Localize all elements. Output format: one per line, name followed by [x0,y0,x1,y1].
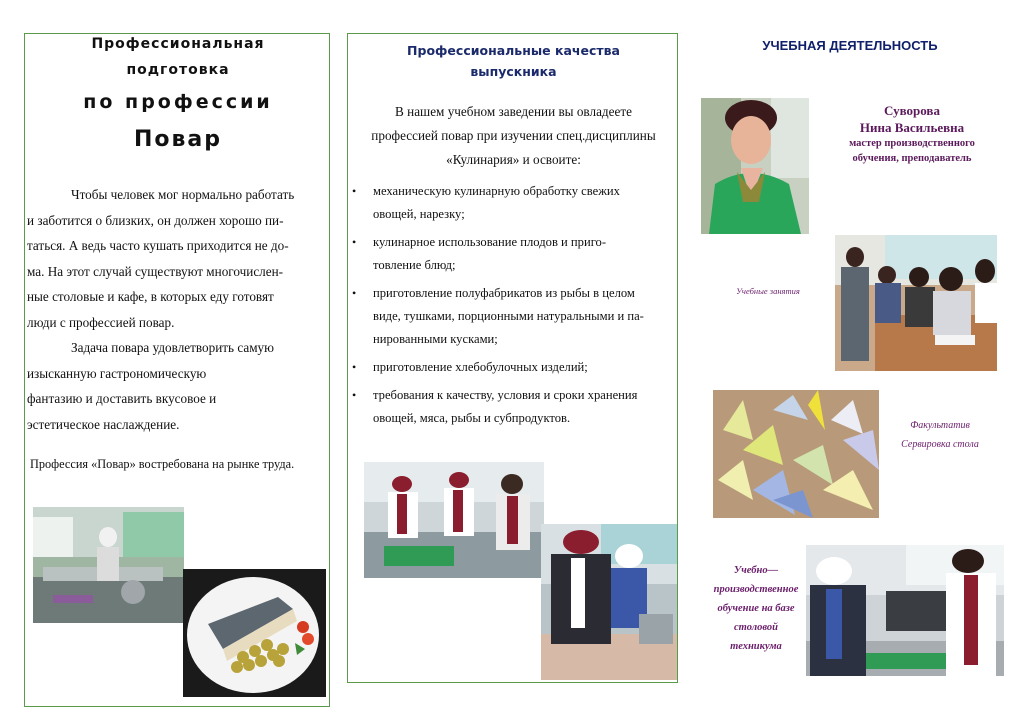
list-item [352,180,674,226]
task-line: изысканную гастрономическую [27,365,207,381]
intro-line: профессией повар при изучении спец.дисциплины [371,128,656,143]
intro-line: ма. На этот случай существуют многочислен- [27,263,284,279]
napkin-folding-photo [713,390,879,518]
teacher-role-line-2: обучения, преподаватель [852,153,972,164]
classroom-photo [835,235,997,371]
list-item-line: • кулинарное использование плодов и приго- [373,235,607,249]
teacher-portrait-photo [701,98,809,234]
teacher-surname: Суворова [884,103,940,118]
practice-caption-line: Учебно— [733,565,779,576]
intro-line: Чтобы человек мог нормально работать [71,187,295,202]
middle-panel [347,33,678,683]
list-item-line: виде, тушками, порционными натуральными и па- [373,309,644,323]
list-item-line: овощей, мяса, рыбы и субпродуктов. [373,411,571,425]
intro-line: и заботится о близких, он должен хорошо пи- [27,212,284,228]
classes-caption: Учебные занятия [736,286,800,296]
fish-dish-photo [183,569,326,697]
left-panel [24,33,330,707]
intro-line: таться. А ведь часто кушать приходится не до- [27,238,289,253]
list-item-line: товление блюд; [373,258,456,272]
practice-caption-line: обучение на базе [717,603,795,614]
intro-line: ные столовые и кафе, в которых еду готовят [27,289,274,304]
practice-caption-line: столовой [734,622,778,633]
list-item-line: • приготовление полуфабрикатов из рыбы в целом [373,286,635,300]
heading-line-3: по профессии [83,91,273,113]
kitchen-photo [33,507,184,623]
list-item-line: • механическую кулинарную обработку свежих [373,184,620,198]
list-item [352,282,674,351]
list-item [352,356,674,379]
list-item-line: овощей, нарезку; [373,207,465,221]
practice-caption-line: производственное [713,584,799,595]
intro-line: «Кулинария» и освоите: [446,152,581,167]
intro-line: люди с профессией повар. [27,314,175,330]
intro-line: В нашем учебном заведении вы овладеете [395,104,632,119]
list-item [352,384,674,430]
heading-line-2: подготовка [126,62,230,78]
practice-caption [706,561,806,656]
qualities-title-line-2: выпускника [470,64,557,79]
intro-paragraph [27,182,327,437]
task-line: эстетическое наслаждение. [27,416,180,432]
skills-list [352,180,674,435]
canteen-practice-photo [806,545,1004,676]
elective-caption-2: Сервировка стола [901,439,979,450]
teacher-given-names: Нина Васильевна [859,120,965,135]
students-cutting-photo [364,462,544,578]
task-line: фантазию и доставить вкусовое и [27,391,217,406]
teacher-role-line-1: мастер производственного [849,138,975,149]
demand-statement: Профессия «Повар» востребована на рынке труда. [30,457,295,471]
study-activity-title: УЧЕБНАЯ ДЕЯТЕЛЬНОСТЬ [762,38,938,53]
list-item-line: • приготовление хлебобулочных изделий; [373,360,588,374]
task-line: Задача повара удовлетворить самую [71,340,275,355]
heading-line-1: Профессиональная [91,36,265,52]
qualities-title-line-1: Профессиональные качества [407,43,620,58]
list-item-line: • требования к качеству, условия и сроки хранения [373,388,638,402]
list-item [352,231,674,277]
qualities-intro [348,100,679,172]
heading-profession: Повар [133,127,223,152]
students-cooking-photo [541,524,677,680]
elective-caption-1: Факультатив [910,420,970,431]
list-item-line: нированными кусками; [373,332,498,346]
practice-caption-line: техникума [730,641,782,652]
